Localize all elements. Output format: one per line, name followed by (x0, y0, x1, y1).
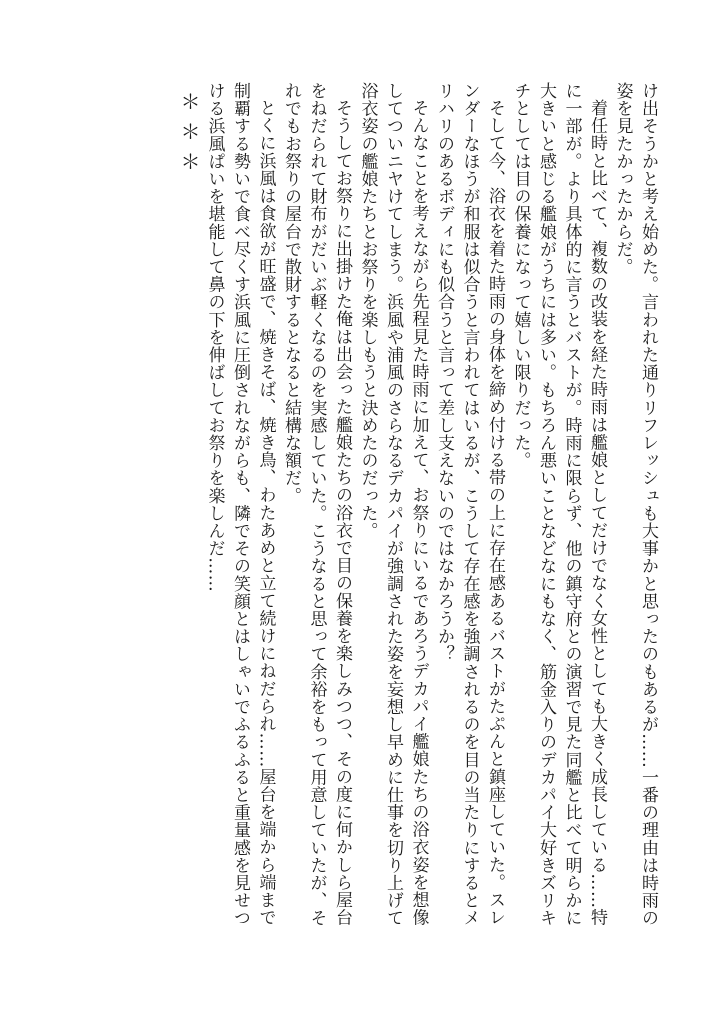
vertical-text-body (176, 82, 661, 932)
paragraph-5: そうしてお祭りに出掛けた俺は出会った艦娘たちの浴衣で目の保養を楽しみつつ、その度に何かしら屋台をねだられて財布がだいぶ軽くなるのを実感していた。こうなると思って余裕をもって用意していたが、それでもお祭りの屋台で散財するとなると結構な額だ。 (281, 82, 352, 927)
paragraph-6: とくに浜風は食欲が旺盛で、焼きそば、焼き鳥、わたあめと立て続けにねだられ……屋台を端から端まで制覇する勢いで食べ尽くす浜風に圧倒されながらも、隣でその笑顔とはしゃいでふるふると重量感を見せつける浜風ぱいを堪能して鼻の下を伸ばしてお祭りを楽しんだ…… (204, 82, 276, 927)
paragraph-2: 着任時と比べて、複数の改装を経た時雨は艦娘としてだけでなく女性としても大きく成長している……特に一部が。より具体的に言うとバストが。時雨に限らず、他の鎮守府との演習で見た同艦と比べて明らかに大きいと感じる艦娘がうちには多い。もちろん悪いことなどなにもなく、筋金入りのデカパイ大好きズリキチとしては目の保養になって嬉しい限りだった。 (510, 82, 607, 927)
section-separator: ＊＊＊ (177, 91, 201, 181)
paragraph-1: け出そうかと考え始めた。言われた通りリフレッシュも大事かと思ったのもあるが……一番の理由は時雨の姿を見たかったからだ。 (612, 82, 658, 927)
paragraph-3: そして今、浴衣を着た時雨の身体を締め付ける帯の上に存在感あるバストがたぷんと鎮座していた。スレンダーなほうが和服は似合うと言われてはいるが、こうして存在感を強調されるのを目の当たりにするとメリハリのあるボディにも似合うと言って差し支えないのではなかろうか？ (434, 82, 505, 927)
paragraph-4: そんなことを考えながら先程見た時雨に加えて、お祭りにいるであろうデカパイ艦娘たちの浴衣姿を想像してついニヤけてしまう。浜風や浦風のさらなるデカパイが強調された姿を妄想し早めに仕事を切り上げて浴衣姿の艦娘たちとお祭りを楽しもうと決めたのだった。 (357, 82, 429, 927)
